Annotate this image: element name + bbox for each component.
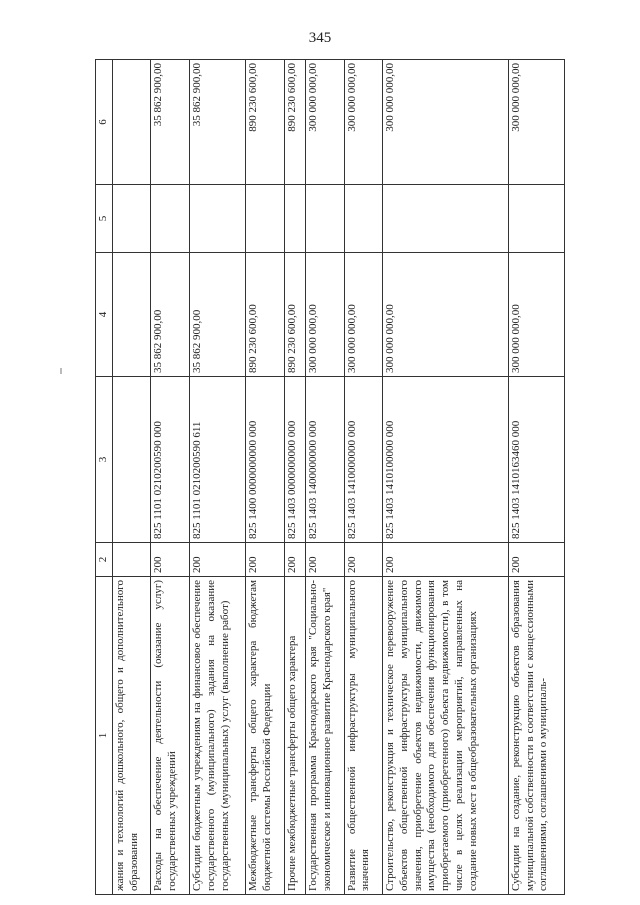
row-value-5 [112, 185, 151, 253]
row-value-6: 35 862 900,00 [151, 60, 190, 185]
row-code: 200 [305, 543, 344, 577]
row-kbk: 825 1101 0210200590 611 [190, 377, 246, 543]
row-name: Субсидии бюджетным учреждениям на финансовое обеспечение государственного (муниципального) задания на оказание государственных (муниципальных) услуг (выполнение работ) [190, 577, 246, 895]
table-row [383, 60, 509, 895]
row-value-6: 35 862 900,00 [190, 60, 246, 185]
row-name: Прочие межбюджетные трансферты общего характера [284, 577, 305, 895]
row-name: Расходы на обеспечение деятельности (оказание услуг) государственных учреждений [151, 577, 190, 895]
row-kbk: 825 1403 0000000000 000 [284, 377, 305, 543]
row-name: Субсидии на создание, реконструкцию объектов образования муниципальной собственности в соответствии с концессионными соглашениями, соглашениями о муниципаль- [508, 577, 564, 895]
row-kbk: 825 1403 1410100000 000 [383, 377, 509, 543]
row-value-4: 890 230 600,00 [284, 253, 305, 377]
row-value-6 [112, 60, 151, 185]
row-code [112, 543, 151, 577]
row-code: 200 [151, 543, 190, 577]
row-kbk: 825 1101 0210200590 000 [151, 377, 190, 543]
row-value-4: 890 230 600,00 [246, 253, 285, 377]
row-value-4 [112, 253, 151, 377]
row-name: Государственная программа Краснодарского края "Социально-экономическое и инновационное развитие Краснодарского края" [305, 577, 344, 895]
row-kbk: 825 1403 1410000000 000 [344, 377, 383, 543]
row-value-5 [284, 185, 305, 253]
row-value-5 [151, 185, 190, 253]
row-code: 200 [383, 543, 509, 577]
row-value-6: 300 000 000,00 [344, 60, 383, 185]
row-value-6: 300 000 000,00 [305, 60, 344, 185]
page-number: 345 [308, 30, 332, 46]
row-name: Развитие общественной инфраструктуры муниципального значения [344, 577, 383, 895]
table-row [151, 60, 190, 895]
row-code: 200 [508, 543, 564, 577]
table-row [112, 60, 151, 895]
scan-mark [60, 368, 62, 374]
table-row [246, 60, 285, 895]
row-kbk: 825 1403 1410163460 000 [508, 377, 564, 543]
header-row [96, 60, 113, 895]
table-row [305, 60, 344, 895]
row-name: жания и технологий дошкольного, общего и дополнительного образования [112, 577, 151, 895]
row-kbk: 825 1403 1400000000 000 [305, 377, 344, 543]
row-code: 200 [190, 543, 246, 577]
header-col-3: 3 [96, 377, 113, 543]
row-value-5 [305, 185, 344, 253]
row-value-5 [190, 185, 246, 253]
rotated-table-container [95, 60, 565, 895]
row-value-5 [383, 185, 509, 253]
table-row [508, 60, 564, 895]
header-col-2: 2 [96, 543, 113, 577]
row-value-5 [344, 185, 383, 253]
row-value-5 [508, 185, 564, 253]
row-value-6: 300 000 000,00 [383, 60, 509, 185]
row-value-4: 35 862 900,00 [190, 253, 246, 377]
table-row [190, 60, 246, 895]
row-value-4: 35 862 900,00 [151, 253, 190, 377]
header-col-5: 5 [96, 185, 113, 253]
row-value-4: 300 000 000,00 [305, 253, 344, 377]
row-value-4: 300 000 000,00 [383, 253, 509, 377]
row-value-5 [246, 185, 285, 253]
row-value-4: 300 000 000,00 [344, 253, 383, 377]
row-kbk: 825 1400 0000000000 000 [246, 377, 285, 543]
row-code: 200 [284, 543, 305, 577]
header-col-1: 1 [96, 577, 113, 895]
row-value-6: 300 000 000,00 [508, 60, 564, 185]
row-value-6: 890 230 600,00 [246, 60, 285, 185]
table-row [284, 60, 305, 895]
row-name: Межбюджетные трансферты общего характера бюджетам бюджетной системы Российской Федерации [246, 577, 285, 895]
table-row [344, 60, 383, 895]
header-col-6: 6 [96, 60, 113, 185]
budget-table [95, 59, 565, 895]
row-value-4: 300 000 000,00 [508, 253, 564, 377]
header-col-4: 4 [96, 253, 113, 377]
row-name: Строительство, реконструкция и техническое перевооружение объектов общественной инфраструктуры муниципального значения, приобретение объектов недвижимости, движимого имущества (необходимого для обеспечения функционирования приобретаемого (приобретенного) объекта недвижимости), в том числе в целях реализации мероприятий, направленных на создание новых мест в общеобразовательных организациях [383, 577, 509, 895]
row-value-6: 890 230 600,00 [284, 60, 305, 185]
row-code: 200 [344, 543, 383, 577]
row-kbk [112, 377, 151, 543]
row-code: 200 [246, 543, 285, 577]
